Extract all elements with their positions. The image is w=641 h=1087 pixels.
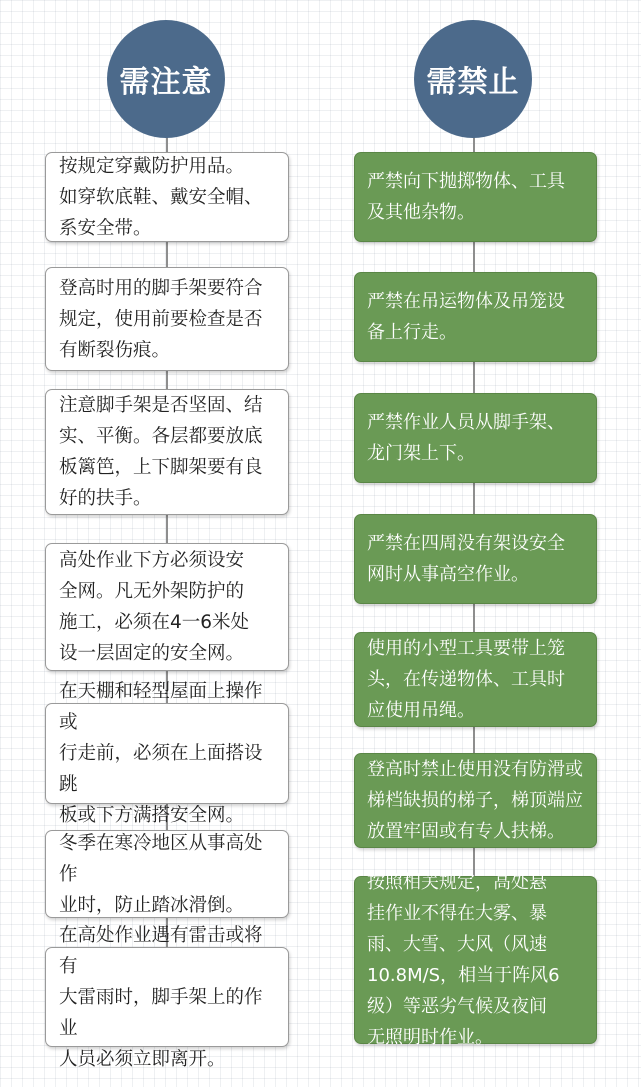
caution-item-text: 冬季在寒冷地区从事高处作 业时，防止踏冰滑倒。 bbox=[59, 832, 263, 916]
caution-title: 需注意 bbox=[119, 65, 213, 100]
prohibition-item-text: 登高时禁止使用没有防滑或 梯档缺损的梯子，梯顶端应 放置牢固或有专人扶梯。 bbox=[367, 759, 583, 842]
prohibition-item bbox=[354, 632, 597, 727]
prohibition-item bbox=[354, 753, 597, 848]
caution-item-text: 登高时用的脚手架要符合 规定，使用前要检查是否 有断裂伤痕。 bbox=[59, 277, 263, 361]
prohibition-item bbox=[354, 272, 597, 362]
prohibition-item-text: 按照相关规定，高处悬 挂作业不得在大雾、暴 雨、大雪、大风（风速 10.8M/S，相当于阵风6 级）等恶劣气候及夜间 无照明时作业。 bbox=[367, 872, 560, 1048]
caution-item-text: 在高处作业遇有雷击或将有 大雷雨时，脚手架上的作业 人员必须立即离开。 bbox=[59, 924, 263, 1070]
prohibition-item-text: 严禁作业人员从脚手架、 龙门架上下。 bbox=[367, 412, 565, 464]
caution-item-text: 注意脚手架是否坚固、结 实、平衡。各层都要放底 板篱笆，上下脚架要有良 好的扶手。 bbox=[59, 395, 263, 509]
prohibition-item-text: 严禁在吊运物体及吊笼设 备上行走。 bbox=[367, 291, 565, 343]
prohibition-item bbox=[354, 393, 597, 483]
prohibition-item-text: 严禁向下抛掷物体、工具 及其他杂物。 bbox=[367, 171, 565, 223]
caution-item-text: 按规定穿戴防护用品。 如穿软底鞋、戴安全帽、 系安全带。 bbox=[59, 155, 263, 239]
caution-item-text: 高处作业下方必须设安 全网。凡无外架防护的 施工，必须在4一6米处 设一层固定的安全网。 bbox=[59, 550, 250, 664]
prohibition-item bbox=[354, 872, 597, 1048]
prohibition-title-circle bbox=[414, 20, 532, 138]
prohibition-item-text: 严禁在四周没有架设安全 网时从事高空作业。 bbox=[367, 533, 565, 585]
prohibition-item-text: 使用的小型工具要带上笼 头，在传递物体、工具时 应使用吊绳。 bbox=[367, 638, 565, 721]
prohibition-item bbox=[354, 152, 597, 242]
caution-item-text: 在天棚和轻型屋面上操作或 行走前，必须在上面搭设跳 板或下方满搭安全网。 bbox=[59, 681, 263, 826]
prohibition-item bbox=[354, 514, 597, 604]
prohibition-title: 需禁止 bbox=[426, 65, 520, 100]
